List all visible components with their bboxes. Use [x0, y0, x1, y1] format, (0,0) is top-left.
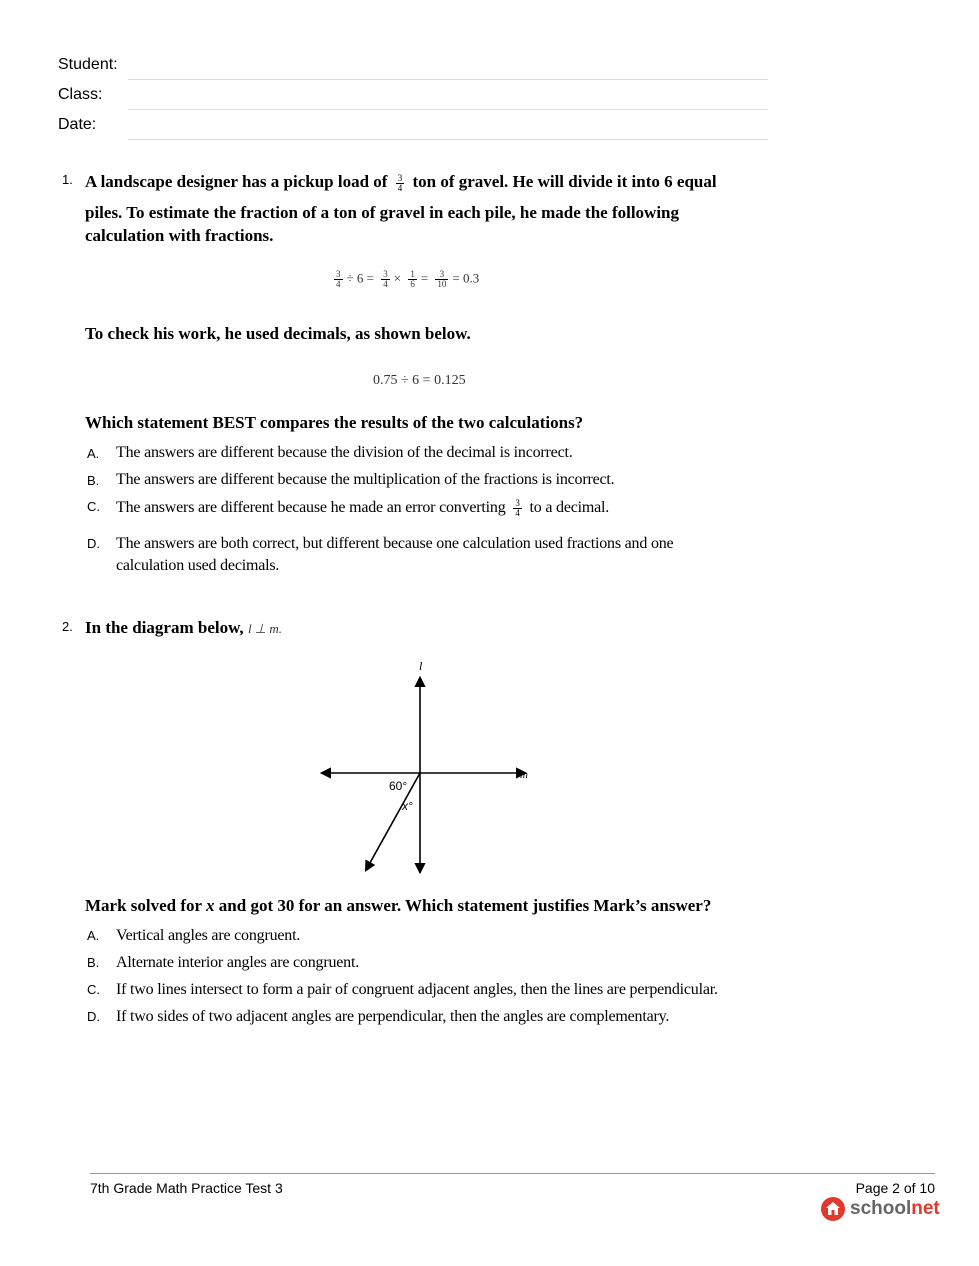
option-letter-b: B. [87, 473, 100, 488]
question-stem: In the diagram below, l ⊥ m. [85, 618, 283, 637]
label-m: m [520, 769, 528, 781]
option-d[interactable]: If two sides of two adjacent angles are perpendicular, then the angles are complementary. [116, 1008, 670, 1025]
option-letter-b: B. [87, 955, 100, 970]
option-d[interactable]: The answers are both correct, but different because one calculation used fractions and one calculation used decimals. [116, 535, 674, 574]
option-a[interactable]: The answers are different because the division of the decimal is incorrect. [116, 444, 573, 461]
question-stem-line: piles. To estimate the fraction of a ton of gravel in each pile, he made the following [85, 203, 680, 222]
question-number: 2. [62, 619, 73, 634]
question-number: 1. [62, 172, 73, 187]
option-c[interactable]: The answers are different because he made an error converting $\frac{3}{4}$ to a decimal. [116, 497, 610, 518]
option-letter-c: C. [87, 499, 100, 514]
option-letter-a: A. [87, 928, 100, 943]
question-stem-line: calculation with fractions. [85, 226, 274, 245]
angle-x-label: x° [402, 799, 413, 813]
fraction-equation: $\frac{3}{4}$ ÷ 6 = $\frac{3}{4}$ × $\frac{1}{6}$ = $\frac{3}{10}$ = 0.3 [336, 269, 480, 289]
house-icon [820, 1196, 846, 1222]
label-l: l [419, 660, 423, 673]
class-field[interactable] [128, 109, 768, 110]
option-letter-d: D. [87, 536, 100, 551]
decimal-equation: 0.75 ÷ 6 = 0.125 [373, 373, 466, 388]
option-letter-d: D. [87, 1009, 100, 1024]
page-number: Page 2 of 10 [855, 1180, 935, 1196]
footer-divider [90, 1173, 935, 1174]
option-a[interactable]: Vertical angles are congruent. [116, 927, 301, 944]
student-label: Student: [58, 56, 118, 73]
student-field[interactable] [128, 79, 768, 80]
check-text: To check his work, he used decimals, as shown below. [85, 324, 471, 343]
schoolnet-logo: schoolnet [820, 1196, 940, 1222]
date-field[interactable] [128, 139, 768, 140]
angle-60-label: 60° [389, 779, 408, 793]
option-letter-a: A. [87, 446, 100, 461]
question-prompt: Which statement BEST compares the results of the two calculations? [85, 413, 584, 432]
question-prompt: Mark solved for x and got 30 for an answer. Which statement justifies Mark’s answer? [85, 896, 712, 915]
option-b[interactable]: The answers are different because the multiplication of the fractions is incorrect. [116, 471, 615, 488]
perpendicular-lines-diagram [310, 660, 540, 880]
date-label: Date: [58, 116, 97, 133]
fraction-three-quarters: $\frac{3}{4}$ [397, 172, 403, 193]
option-letter-c: C. [87, 982, 100, 997]
option-b[interactable]: Alternate interior angles are congruent. [116, 954, 360, 971]
question-stem: A landscape designer has a pickup load of $\frac{3}{4}$ ton of gravel. He will divide it into 6 equal [85, 172, 717, 193]
test-title: 7th Grade Math Practice Test 3 [90, 1180, 283, 1196]
class-label: Class: [58, 86, 103, 103]
option-c[interactable]: If two lines intersect to form a pair of congruent adjacent angles, then the lines are perpendicular. [116, 981, 718, 998]
